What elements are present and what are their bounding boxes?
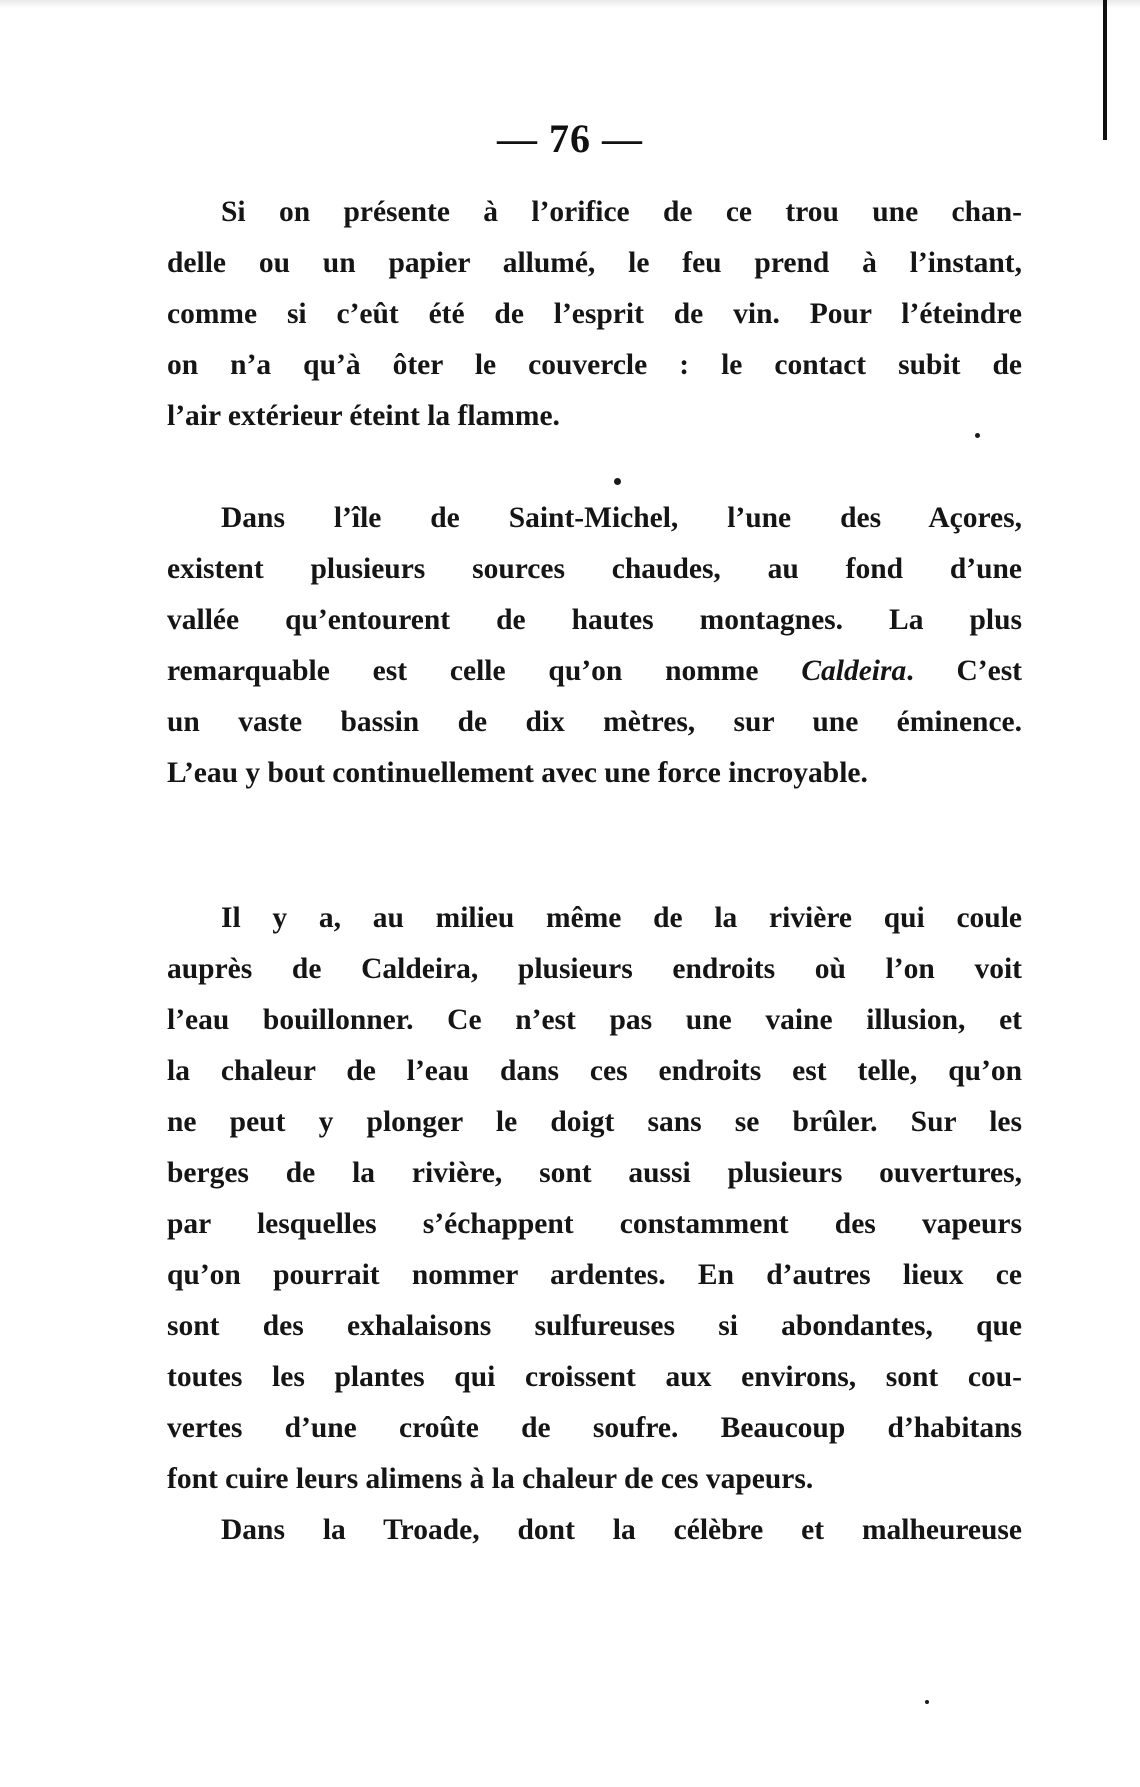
text-line: par lesquelles s’échappent constamment des vapeurs [167, 1208, 1022, 1240]
text-line: toutes les plantes qui croissent aux environs, sont cou- [167, 1361, 1022, 1393]
text-line: font cuire leurs alimens à la chaleur de ces vapeurs. [167, 1463, 814, 1495]
text-line: vallée qu’entourent de hautes montagnes. La plus [167, 604, 1022, 636]
paragraph-2 [167, 493, 1022, 799]
text-line: Il y a, au milieu même de la rivière qui coule [221, 902, 1022, 934]
scan-edge-top [0, 0, 1140, 8]
text-line: vertes d’une croûte de soufre. Beaucoup d’habitans [167, 1412, 1022, 1444]
text-line: comme si c’eût été de l’esprit de vin. Pour l’éteindre [167, 298, 1022, 330]
text-line: l’eau bouillonner. Ce n’est pas une vaine illusion, et [167, 1004, 1022, 1036]
page-number: — 76 — [497, 116, 643, 161]
text-line: L’eau y bout continuellement avec une force incroyable. [167, 757, 868, 789]
text-line: sont des exhalaisons sulfureuses si abondantes, que [167, 1310, 1022, 1342]
text-line: Si on présente à l’orifice de ce trou une chan- [221, 196, 1022, 228]
paragraph-3 [167, 893, 1022, 1505]
text-line: delle ou un papier allumé, le feu prend à l’instant, [167, 247, 1022, 279]
text-line: remarquable est celle qu’on nomme Caldeira. C’est [167, 655, 1023, 687]
ink-speck [925, 1700, 929, 1704]
text-line: berges de la rivière, sont aussi plusieurs ouvertures, [167, 1157, 1022, 1189]
text-line: un vaste bassin de dix mètres, sur une éminence. [167, 706, 1022, 738]
text-line: Dans la Troade, dont la célèbre et malheureuse [221, 1514, 1022, 1546]
text-line: auprès de Caldeira, plusieurs endroits où l’on voit [167, 953, 1022, 985]
ink-speck [614, 478, 621, 485]
italic-term: Caldeira [801, 655, 907, 687]
paragraph-1 [167, 187, 1022, 442]
paragraph-4 [167, 1505, 1022, 1556]
text-line: qu’on pourrait nommer ardentes. En d’autres lieux ce [167, 1259, 1022, 1291]
text-line: on n’a qu’à ôter le couvercle : le contact subit de [167, 349, 1022, 381]
text-line: existent plusieurs sources chaudes, au fond d’une [167, 553, 1022, 585]
text-line: la chaleur de l’eau dans ces endroits est telle, qu’on [167, 1055, 1022, 1087]
text-line: l’air extérieur éteint la flamme. [167, 400, 560, 432]
text-line: ne peut y plonger le doigt sans se brûler. Sur les [167, 1106, 1022, 1138]
text-line: Dans l’île de Saint-Michel, l’une des Açores, [221, 502, 1022, 534]
